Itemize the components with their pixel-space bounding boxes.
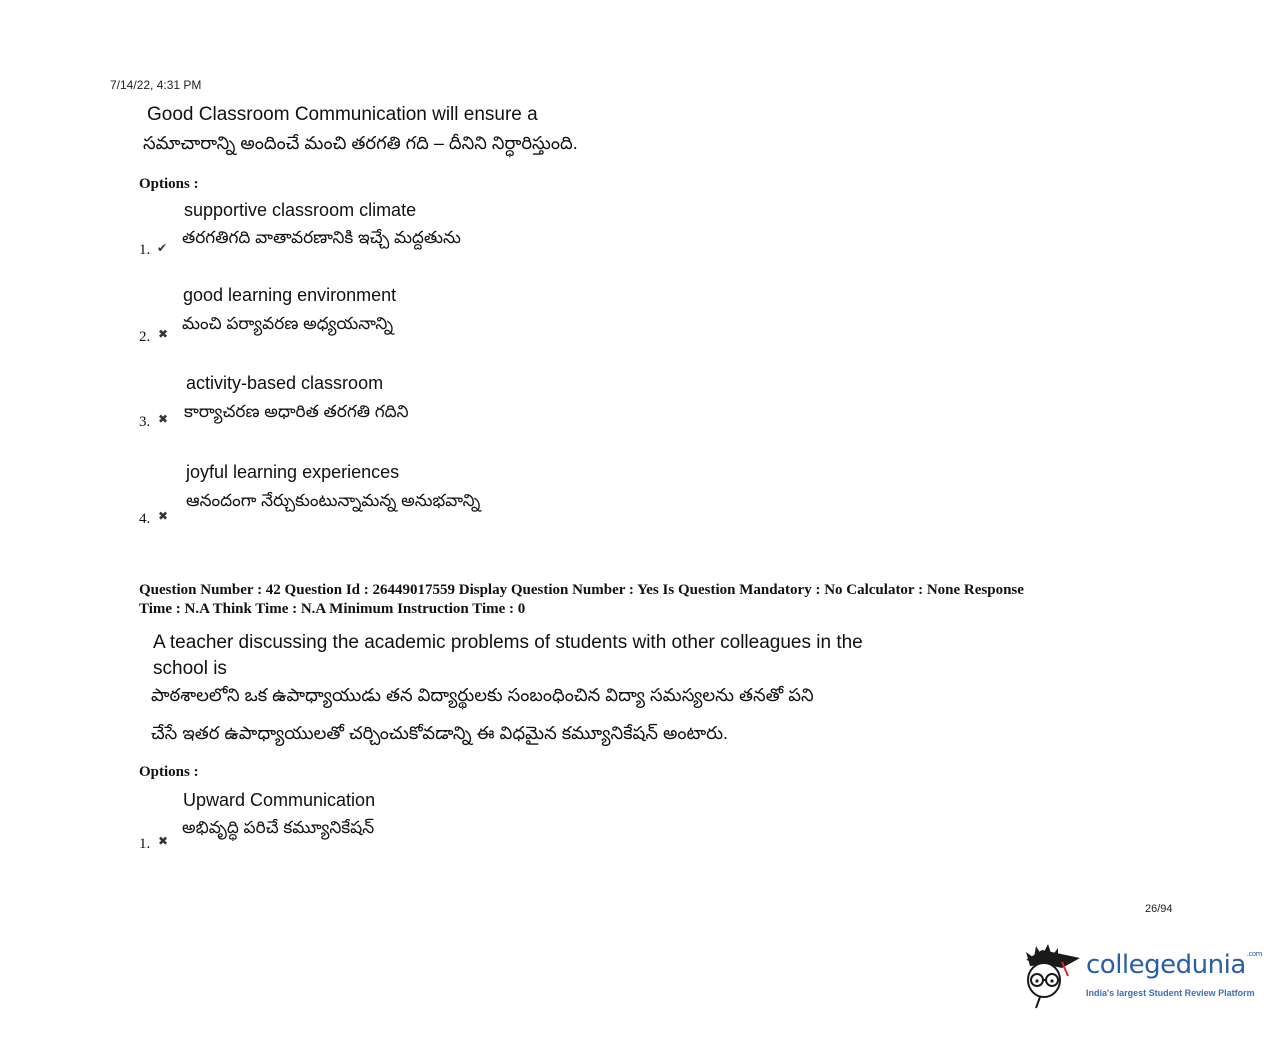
collegedunia-logo <box>1022 938 1262 1010</box>
option-3-number: 3. <box>139 414 151 430</box>
logo-wordmark <box>1086 950 1262 980</box>
option-4-text-en: joyful learning experiences <box>186 462 400 482</box>
wrong-cross-icon: ✖ <box>158 412 169 426</box>
wrong-cross-icon: ✖ <box>158 327 169 341</box>
option-1-text-te: తరగతిగది వాతావరణానికి ఇచ్చే మద్దతును <box>182 228 461 247</box>
question-meta-line-1: Question Number : 42 Question Id : 26449017559 Display Question Number : Yes Is Question Mandatory : No Calculator : None Response <box>139 582 1024 598</box>
question-meta-line-2: Time : N.A Think Time : N.A Minimum Instruction Time : 0 <box>139 601 526 617</box>
options-label: Options : <box>139 176 199 192</box>
option-1-text-en: supportive classroom climate <box>184 200 417 220</box>
question-text-te: సమాచారాన్ని అందించే మంచి తరగతి గది – దీనిని నిర్ధారిస్తుంది. <box>143 133 578 153</box>
question-text-en-line-2: school is <box>153 658 227 679</box>
option-1-number: 1. <box>139 242 151 258</box>
option-4-number: 4. <box>139 511 151 527</box>
print-timestamp: 7/14/22, 4:31 PM <box>110 78 202 92</box>
question-text-te-line-1: పాఠశాలలోని ఒక ఉపాధ్యాయుడు తన విద్యార్థులకు సంబంధించిన విద్యా సమస్యలను తనతో పని <box>151 685 814 705</box>
option-2-text-te: మంచి పర్యావరణ అధ్యయనాన్ని <box>182 314 394 333</box>
option-1-text-en: Upward Communication <box>183 790 376 810</box>
correct-check-icon: ✔ <box>157 241 168 255</box>
option-1-number: 1. <box>139 836 151 852</box>
options-label: Options : <box>139 764 199 780</box>
question-text-en: Good Classroom Communication will ensure a <box>147 104 538 125</box>
wrong-cross-icon: ✖ <box>158 834 169 848</box>
option-2-text-en: good learning environment <box>183 285 397 305</box>
logo-name-text: collegedunia <box>1086 950 1246 980</box>
mascot-graduate-icon <box>1022 938 1084 1010</box>
option-3-text-en: activity-based classroom <box>186 373 384 393</box>
option-4-text-te: ఆనందంగా నేర్చుకుంటున్నామన్న అనుభవాన్ని <box>186 491 481 510</box>
page-number: 26/94 <box>1145 903 1173 915</box>
option-1-text-te: అభివృద్ధి పరిచే కమ్యూనికేషన్ <box>182 818 375 837</box>
logo-tagline: India's largest Student Review Platform <box>1086 988 1255 998</box>
question-text-en-line-1: A teacher discussing the academic problems of students with other colleagues in the <box>153 632 863 653</box>
wrong-cross-icon: ✖ <box>158 509 169 523</box>
logo-suffix-text: .com <box>1246 950 1262 958</box>
question-text-te-line-2: చేసే ఇతర ఉపాధ్యాయులతో చర్చించుకోవడాన్ని ఈ విధమైన కమ్యూనికేషన్ అంటారు. <box>151 723 729 743</box>
option-2-number: 2. <box>139 329 151 345</box>
option-3-text-te: కార్యాచరణ అధారిత తరగతి గదిని <box>184 402 409 421</box>
